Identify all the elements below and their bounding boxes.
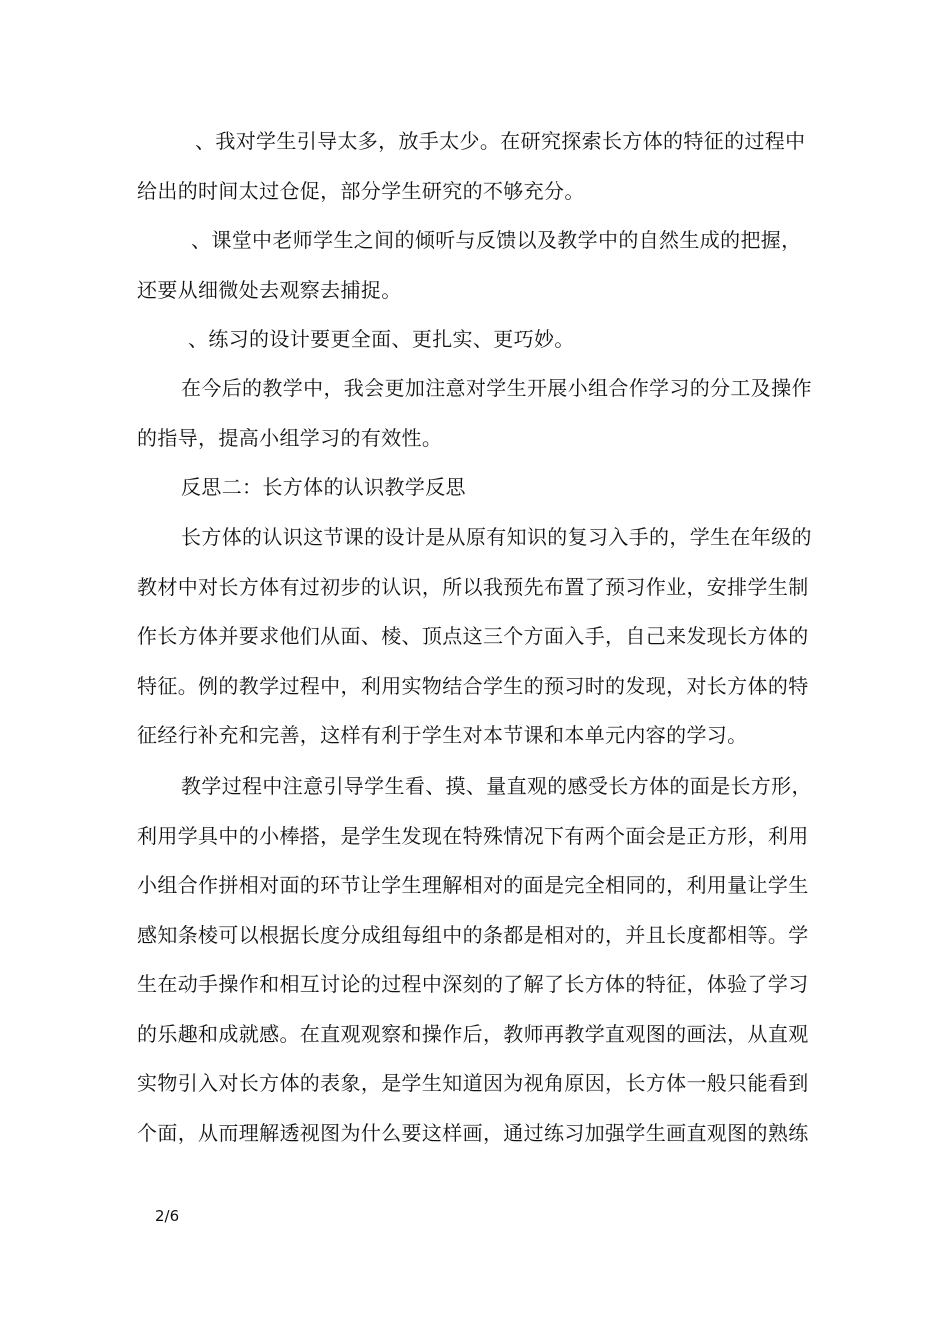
page-number: 2/6 — [155, 1207, 180, 1225]
paragraph-6: 长方体的认识这节课的设计是从原有知识的复习入手的，学生在年级的教材中对长方体有过初步的认识，所以我预先布置了预习作业，安排学生制作长方体并要求他们从面、棱、顶点这三个方面入手，自己来发现长方体的特征。例的教学过程中，利用实物结合学生的预习时的发现，对长方体的特征经行补充和完善，这样有利于学生对本节课和本单元内容的学习。 — [137, 525, 812, 747]
paragraph-4: 在今后的教学中，我会更加注意对学生开展小组合作学习的分工及操作的指导，提高小组学习的有效性。 — [137, 376, 812, 450]
paragraph-1: 、我对学生引导太多，放手太少。在研究探索长方体的特征的过程中给出的时间太过仓促，部分学生研究的不够充分。 — [137, 129, 806, 203]
paragraph-7: 教学过程中注意引导学生看、摸、量直观的感受长方体的面是长方形，利用学具中的小棒搭，是学生发现在特殊情况下有两个面会是正方形，利用小组合作拼相对面的环节让学生理解相对的面是完全相同的，利用量让学生感知条棱可以根据长度分成组每组中的条都是相对的，并且长度都相等。学生在动手操作和相互讨论的过程中深刻的了解了长方体的特征，体验了学习的乐趣和成就感。在直观观察和操作后，教师再教学直观图的画法，从直观实物引入对长方体的表象，是学生知道因为视角原因，长方体一般只能看到个面，从而理解透视图为什么要这样画，通过练习加强学生画直观图的熟练 — [137, 774, 812, 1145]
paragraph-2: 、课堂中老师学生之间的倾听与反馈以及教学中的自然生成的把握，还要从细微处去观察去捕捉。 — [137, 228, 802, 302]
paragraph-3: 、练习的设计要更全面、更扎实、更巧妙。 — [188, 327, 575, 351]
section-heading: 反思二：长方体的认识教学反思 — [181, 475, 466, 499]
